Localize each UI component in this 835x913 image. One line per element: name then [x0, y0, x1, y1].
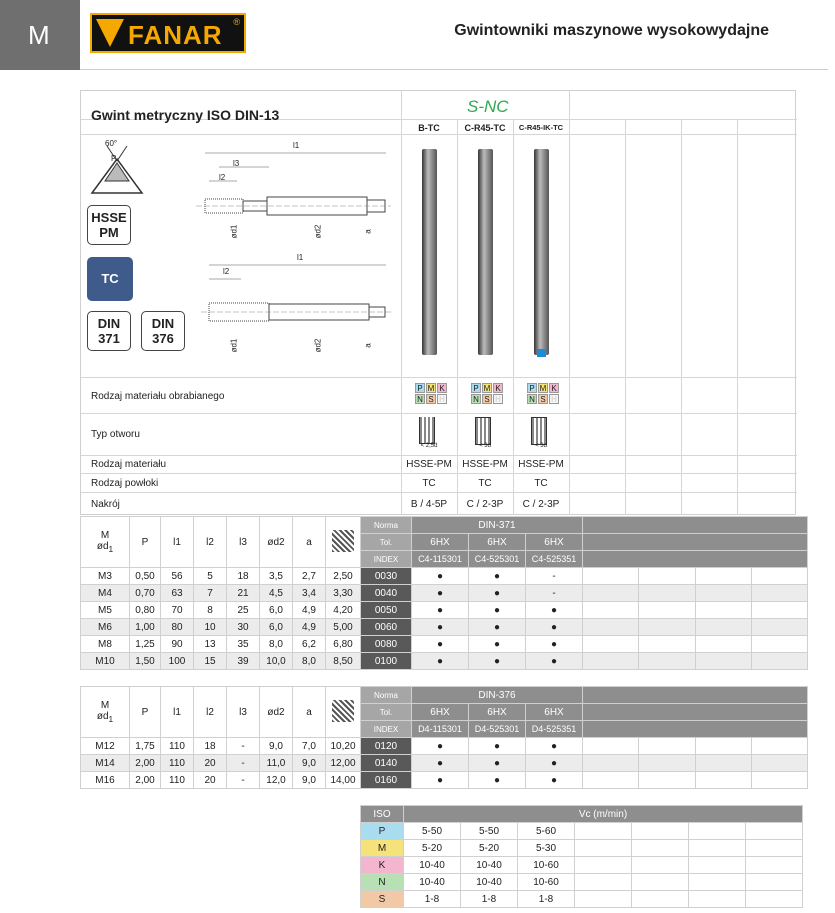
table-cell: ●: [469, 619, 526, 636]
chamfer-cr45tc: C / 2-3P: [466, 499, 504, 510]
table-cell: 1,50: [130, 653, 161, 670]
table-cell: M3: [81, 568, 130, 585]
prop-label-chamfer: Nakrój: [91, 499, 120, 510]
material-chip-m: M: [427, 384, 435, 393]
index-code: C4-525301: [469, 551, 526, 568]
column-header-cr45iktc: C-R45-IK-TC: [518, 123, 564, 132]
table-cell: ●: [412, 772, 469, 789]
table-cell: 7: [194, 585, 227, 602]
table-cell: 12,00: [326, 755, 361, 772]
section-title: Gwint metryczny ISO DIN-13: [91, 107, 280, 123]
table-row: [81, 619, 808, 636]
index-suffix: 0080: [361, 636, 412, 653]
table-cell: ●: [412, 585, 469, 602]
material-chip-s: S: [426, 394, 436, 404]
table-row: [81, 602, 808, 619]
iso-header: ISO: [361, 806, 404, 823]
table-cell: 9,0: [293, 772, 326, 789]
tool-material-cr45tc: HSSE-PM: [462, 459, 508, 470]
speed-value: 10-60: [518, 857, 575, 874]
table-row: [81, 755, 808, 772]
table-cell: 39: [227, 653, 260, 670]
table-cell: ●: [526, 636, 583, 653]
tc-coating-badge: TC: [87, 257, 133, 301]
material-chip-k: K: [437, 383, 447, 393]
material-chip-s: S: [538, 394, 548, 404]
dim-a-label: a: [363, 229, 373, 234]
table-cell: 25: [227, 602, 260, 619]
coating-cr45tc: TC: [478, 478, 492, 489]
table-cell: 11,0: [260, 755, 293, 772]
table-cell: 63: [161, 585, 194, 602]
table-cell: 8: [194, 602, 227, 619]
table-cell: 8,0: [260, 636, 293, 653]
coating-btc: TC: [422, 478, 436, 489]
hole-depth-btc: < 2,5d: [420, 443, 438, 449]
header-P: P: [130, 687, 161, 738]
index-suffix: 0040: [361, 585, 412, 602]
din371-badge: DIN 371: [87, 311, 131, 351]
table-row: [81, 636, 808, 653]
dim-d1-label-376: ød1: [229, 338, 239, 353]
table-cell: -: [526, 585, 583, 602]
table-cell: 110: [161, 772, 194, 789]
material-chip-p: P: [471, 383, 481, 393]
logo-v-mark: [96, 19, 124, 47]
din376-badge: DIN 376: [141, 311, 185, 351]
prop-label-material-type: Rodzaj materiału obrabianego: [91, 391, 225, 402]
column-header-cr45tc: C-R45-TC: [464, 123, 506, 133]
table-cell: 10,0: [260, 653, 293, 670]
dim-l3-label: l3: [233, 159, 240, 168]
table-cell: 80: [161, 619, 194, 636]
table-cell: 1,25: [130, 636, 161, 653]
prop-label-tool-material: Rodzaj materiału: [91, 459, 167, 470]
fanar-logo: [90, 13, 246, 53]
speed-value: 1-8: [404, 891, 461, 908]
table-cell: ●: [469, 568, 526, 585]
header-a: a: [293, 517, 326, 568]
hole-symbol-icon: [326, 687, 361, 738]
speed-value: 10-40: [404, 857, 461, 874]
table-cell: 0,80: [130, 602, 161, 619]
din376-size-table: [80, 686, 808, 789]
table-cell: ●: [412, 738, 469, 755]
table-cell: M14: [81, 755, 130, 772]
material-chip-n: N: [415, 394, 425, 404]
table-cell: M10: [81, 653, 130, 670]
table-cell: M6: [81, 619, 130, 636]
table-cell: ●: [469, 636, 526, 653]
table-cell: 5: [194, 568, 227, 585]
index-code: D4-525301: [469, 721, 526, 738]
table-cell: ●: [469, 585, 526, 602]
table-cell: 110: [161, 755, 194, 772]
dim-l1-label: l1: [293, 141, 300, 150]
table-cell: 20: [194, 772, 227, 789]
iso-group: P: [361, 823, 404, 840]
material-chip-k: K: [549, 383, 559, 393]
tap-image-btc: [422, 149, 437, 355]
table-cell: ●: [526, 619, 583, 636]
hsse-pm-badge: HSSE PM: [87, 205, 131, 245]
index-suffix: 0160: [361, 772, 412, 789]
index-label: INDEX: [361, 721, 412, 738]
table-cell: 9,0: [260, 738, 293, 755]
table-cell: ●: [526, 772, 583, 789]
speed-row: [361, 857, 803, 874]
index-suffix: 0060: [361, 619, 412, 636]
speed-value: 10-40: [461, 874, 518, 891]
table-cell: ●: [412, 636, 469, 653]
index-code: C4-115301: [412, 551, 469, 568]
table-cell: ●: [526, 653, 583, 670]
series-name: S-NC: [467, 97, 509, 116]
hole-depth-cr45tc: < 3d: [479, 443, 491, 449]
table-cell: ●: [469, 653, 526, 670]
table-cell: 0,50: [130, 568, 161, 585]
tolerance-value: 6HX: [412, 704, 469, 721]
section-letter: M: [28, 20, 50, 50]
din371-drawing: [191, 137, 391, 247]
table-cell: 90: [161, 636, 194, 653]
index-code: C4-525351: [526, 551, 583, 568]
header-l3: l3: [227, 687, 260, 738]
table-cell: M12: [81, 738, 130, 755]
dim-d2-label: ød2: [313, 224, 323, 239]
table-cell: ●: [526, 602, 583, 619]
header-l2: l2: [194, 517, 227, 568]
header-a: a: [293, 687, 326, 738]
tolerance-value: 6HX: [526, 534, 583, 551]
table-cell: M5: [81, 602, 130, 619]
table-cell: ●: [469, 738, 526, 755]
din371-size-table: [80, 516, 808, 670]
table-cell: -: [227, 772, 260, 789]
material-chip-h: H: [493, 394, 503, 404]
table-row: [81, 738, 808, 755]
table-cell: 15: [194, 653, 227, 670]
vc-header: Vc (m/min): [404, 806, 803, 823]
table-cell: ●: [412, 653, 469, 670]
table-cell: 18: [227, 568, 260, 585]
table-cell: 2,00: [130, 755, 161, 772]
header-l1: l1: [161, 687, 194, 738]
iso-group: S: [361, 891, 404, 908]
index-suffix: 0050: [361, 602, 412, 619]
material-chip-p: P: [527, 383, 537, 393]
index-suffix: 0120: [361, 738, 412, 755]
hole-symbol-icon: [326, 517, 361, 568]
table-cell: 8,0: [293, 653, 326, 670]
header-l1: l1: [161, 517, 194, 568]
material-chip-h: H: [437, 394, 447, 404]
table-cell: 56: [161, 568, 194, 585]
table-cell: 13: [194, 636, 227, 653]
table-cell: 8,50: [326, 653, 361, 670]
speed-row: [361, 840, 803, 857]
coating-cr45iktc: TC: [534, 478, 548, 489]
logo-registered: ®: [233, 17, 240, 27]
table-cell: ●: [526, 738, 583, 755]
index-suffix: 0030: [361, 568, 412, 585]
header-m-d1: M $ød_1$: [81, 687, 130, 738]
table-row: [81, 568, 808, 585]
table-cell: ●: [412, 568, 469, 585]
table-cell: ●: [412, 602, 469, 619]
dim-d1-label: ød1: [229, 224, 239, 239]
table-cell: 2,7: [293, 568, 326, 585]
iso-group: N: [361, 874, 404, 891]
tolerance-value: 6HX: [469, 534, 526, 551]
header-P: P: [130, 517, 161, 568]
tap-image-cr45iktc: [534, 149, 549, 355]
tolerance-value: 6HX: [526, 704, 583, 721]
tap-image-cr45tc: [478, 149, 493, 355]
table-cell: 12,0: [260, 772, 293, 789]
table-cell: -: [227, 755, 260, 772]
material-chip-n: N: [527, 394, 537, 404]
speed-value: 5-20: [461, 840, 518, 857]
table-cell: M16: [81, 772, 130, 789]
header-ød2: ød2: [260, 687, 293, 738]
table-row: [81, 585, 808, 602]
table-cell: 6,80: [326, 636, 361, 653]
dim-l2-label-376: l2: [223, 267, 230, 276]
speed-value: 1-8: [461, 891, 518, 908]
table-cell: ●: [412, 619, 469, 636]
table-cell: 10,20: [326, 738, 361, 755]
speed-value: 5-50: [461, 823, 518, 840]
norma-label: Norma: [361, 517, 412, 534]
header-l2: l2: [194, 687, 227, 738]
speed-value: 5-20: [404, 840, 461, 857]
table-cell: 100: [161, 653, 194, 670]
table-cell: 6,0: [260, 619, 293, 636]
speed-value: 10-60: [518, 874, 575, 891]
column-header-btc: B-TC: [418, 123, 440, 133]
table-cell: ●: [469, 772, 526, 789]
table-row: [81, 772, 808, 789]
table-cell: 70: [161, 602, 194, 619]
table-row: [81, 653, 808, 670]
speed-row: [361, 891, 803, 908]
table-cell: 14,00: [326, 772, 361, 789]
table-cell: 0,70: [130, 585, 161, 602]
table-cell: 110: [161, 738, 194, 755]
tolerance-label: Tol.: [361, 534, 412, 551]
table-cell: 1,00: [130, 619, 161, 636]
table-cell: -: [227, 738, 260, 755]
table-cell: ●: [412, 755, 469, 772]
table-cell: 3,4: [293, 585, 326, 602]
logo-text: FANAR: [128, 20, 223, 50]
table-cell: 6,0: [260, 602, 293, 619]
table-cell: 5,00: [326, 619, 361, 636]
material-chip-m: M: [483, 384, 491, 393]
table-cell: 30: [227, 619, 260, 636]
dim-l1-label-376: l1: [297, 253, 304, 262]
tolerance-label: Tol.: [361, 704, 412, 721]
iso-group: M: [361, 840, 404, 857]
table-cell: 4,9: [293, 602, 326, 619]
hole-blind-icon-2: [531, 417, 547, 445]
speed-value: 5-30: [518, 840, 575, 857]
cutting-speed-table: [360, 805, 803, 908]
coolant-outlet-icon: [537, 349, 546, 357]
speed-value: 1-8: [518, 891, 575, 908]
prop-label-hole-type: Typ otworu: [91, 429, 140, 440]
material-chip-p: P: [415, 383, 425, 393]
dim-l2-label: l2: [219, 173, 226, 182]
table-cell: 2,00: [130, 772, 161, 789]
page-title: Gwintowniki maszynowe wysokowydajne: [454, 22, 769, 39]
material-chip-m: M: [539, 384, 547, 393]
tolerance-value: 6HX: [412, 534, 469, 551]
speed-value: 5-50: [404, 823, 461, 840]
product-panel: [80, 90, 796, 515]
speed-value: 10-40: [461, 857, 518, 874]
table-cell: 4,5: [260, 585, 293, 602]
prop-label-coating: Rodzaj powłoki: [91, 478, 159, 489]
table-cell: ●: [469, 755, 526, 772]
material-chip-n: N: [471, 394, 481, 404]
dim-a-label-376: a: [363, 343, 373, 348]
index-label: INDEX: [361, 551, 412, 568]
speed-value: 5-60: [518, 823, 575, 840]
table-cell: -: [526, 568, 583, 585]
table-cell: 1,75: [130, 738, 161, 755]
speed-value: 10-40: [404, 874, 461, 891]
chamfer-btc: B / 4-5P: [410, 499, 448, 510]
table-cell: M4: [81, 585, 130, 602]
table-cell: M8: [81, 636, 130, 653]
speed-row: [361, 874, 803, 891]
table-cell: 4,20: [326, 602, 361, 619]
table-cell: 10: [194, 619, 227, 636]
section-tab: [0, 0, 80, 70]
table-cell: 7,0: [293, 738, 326, 755]
header-divider: [80, 69, 828, 70]
header-l3: l3: [227, 517, 260, 568]
table-cell: 18: [194, 738, 227, 755]
iso-group: K: [361, 857, 404, 874]
index-suffix: 0140: [361, 755, 412, 772]
table-cell: 4,9: [293, 619, 326, 636]
norma-value: DIN-371: [412, 517, 583, 534]
norma-value: DIN-376: [412, 687, 583, 704]
pitch-label: P: [111, 154, 117, 163]
material-chip-s: S: [482, 394, 492, 404]
index-code: D4-115301: [412, 721, 469, 738]
table-cell: 3,30: [326, 585, 361, 602]
header-ød2: ød2: [260, 517, 293, 568]
table-cell: 6,2: [293, 636, 326, 653]
index-code: D4-525351: [526, 721, 583, 738]
table-cell: ●: [526, 755, 583, 772]
header-m-d1: M $ød_1$: [81, 517, 130, 568]
tool-material-btc: HSSE-PM: [406, 459, 452, 470]
norma-label: Norma: [361, 687, 412, 704]
index-suffix: 0100: [361, 653, 412, 670]
material-chip-h: H: [549, 394, 559, 404]
table-cell: 35: [227, 636, 260, 653]
table-cell: 20: [194, 755, 227, 772]
tool-material-cr45iktc: HSSE-PM: [518, 459, 564, 470]
speed-row: [361, 823, 803, 840]
table-cell: 2,50: [326, 568, 361, 585]
table-cell: 9,0: [293, 755, 326, 772]
hole-blind-icon: [475, 417, 491, 445]
material-chip-k: K: [493, 383, 503, 393]
thread-profile-icon: [87, 141, 147, 201]
tolerance-value: 6HX: [469, 704, 526, 721]
dim-d2-label-376: ød2: [313, 338, 323, 353]
table-cell: 3,5: [260, 568, 293, 585]
table-cell: 21: [227, 585, 260, 602]
table-cell: ●: [469, 602, 526, 619]
hole-through-icon: [419, 417, 435, 444]
angle-label: 60°: [105, 139, 118, 148]
hole-depth-cr45iktc: < 3d: [535, 443, 547, 449]
chamfer-cr45iktc: C / 2-3P: [522, 499, 560, 510]
